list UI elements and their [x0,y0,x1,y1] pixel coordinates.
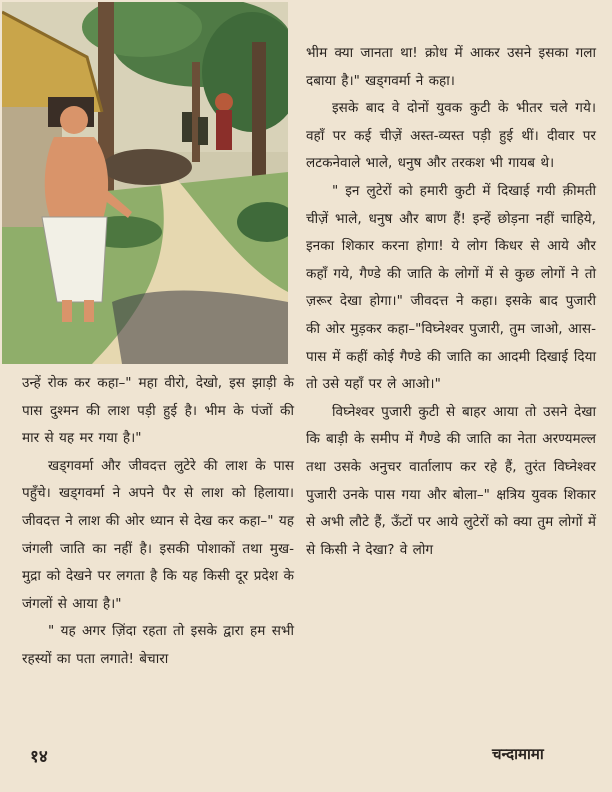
paragraph: " इन लुटेरों को हमारी कुटी में दिखाई गयी क़ीमती चीज़ें भाले, धनुष और बाण हैं! इन्हें छोड़ना नहीं चाहिये, इनका शिकार करना होगा! ये लोग किधर से आये और कहाँ गये, गैण्डे की जाति के लोगों में से कुछ लोगों ने तो ज़रूर देखा होगा।" जीवदत्त ने कहा। इसके बाद पुजारी की ओर मुड़कर कहा–"विघ्नेश्वर पुजारी, तुम जाओ, आस-पास में कहीं कोई गैण्डे की जाति का आदमी दिखाई दिया तो उसे यहाँ पर ले आओ।" [306,182,596,393]
left-text-column [22,370,294,674]
paragraph: उन्हें रोक कर कहा–" महा वीरो, देखो, इस झाड़ी के पास दुश्मन की लाश पड़ी हुई है। भीम के पंजों की मार से यह मर गया है।" [22,375,294,447]
paragraph: खड्गवर्मा और जीवदत्त लुटेरे की लाश के पास पहुँचे। खड्गवर्मा ने अपने पैर से लाश को हिलाया। जीवदत्त ने लाश की ओर ध्यान से देख कर कहा–" यह जंगली जाति का नहीं है। इसकी पोशाकों तथा मुख-मुद्रा को देखने पर लगता है कि यह किसी दूर प्रदेश के जंगलों से आया है।" [22,457,294,612]
paragraph: भीम क्या जानता था! क्रोध में आकर उसने इसका गला दबाया है।" खड्गवर्मा ने कहा। [306,45,596,89]
paragraph: इसके बाद वे दोनों युवक कुटी के भीतर चले गये। वहाँ पर कई चीज़ें अस्त-व्यस्त पड़ी हुई थीं। दीवार पर लटकनेवाले भाले, धनुष और तरकश भी गायब थे। [306,100,596,172]
page-number: १४ [30,747,48,767]
story-illustration [2,2,288,364]
magazine-name: चन्दामामा [492,745,544,763]
paragraph: विघ्नेश्वर पुजारी कुटी से बाहर आया तो उसने देखा कि बाड़ी के समीप में गैण्डे की जाति का नेता अरण्यमल्ल तथा उसके अनुचर वार्तालाप कर रहे हैं, तुरंत विघ्नेश्वर पुजारी उनके पास गया और बोला–" क्षत्रिय युवक शिकार से अभी लौटे हैं, ऊँटों पर आये लुटेरों को क्या तुम लोगों में से किसी ने देखा? वे लोग [306,403,596,558]
forest-hut-scene-illustration [2,2,288,364]
right-text-column [306,40,596,564]
paragraph: " यह अगर ज़िंदा रहता तो इसके द्वारा हम सभी रहस्यों का पता लगाते! बेचारा [22,623,294,667]
